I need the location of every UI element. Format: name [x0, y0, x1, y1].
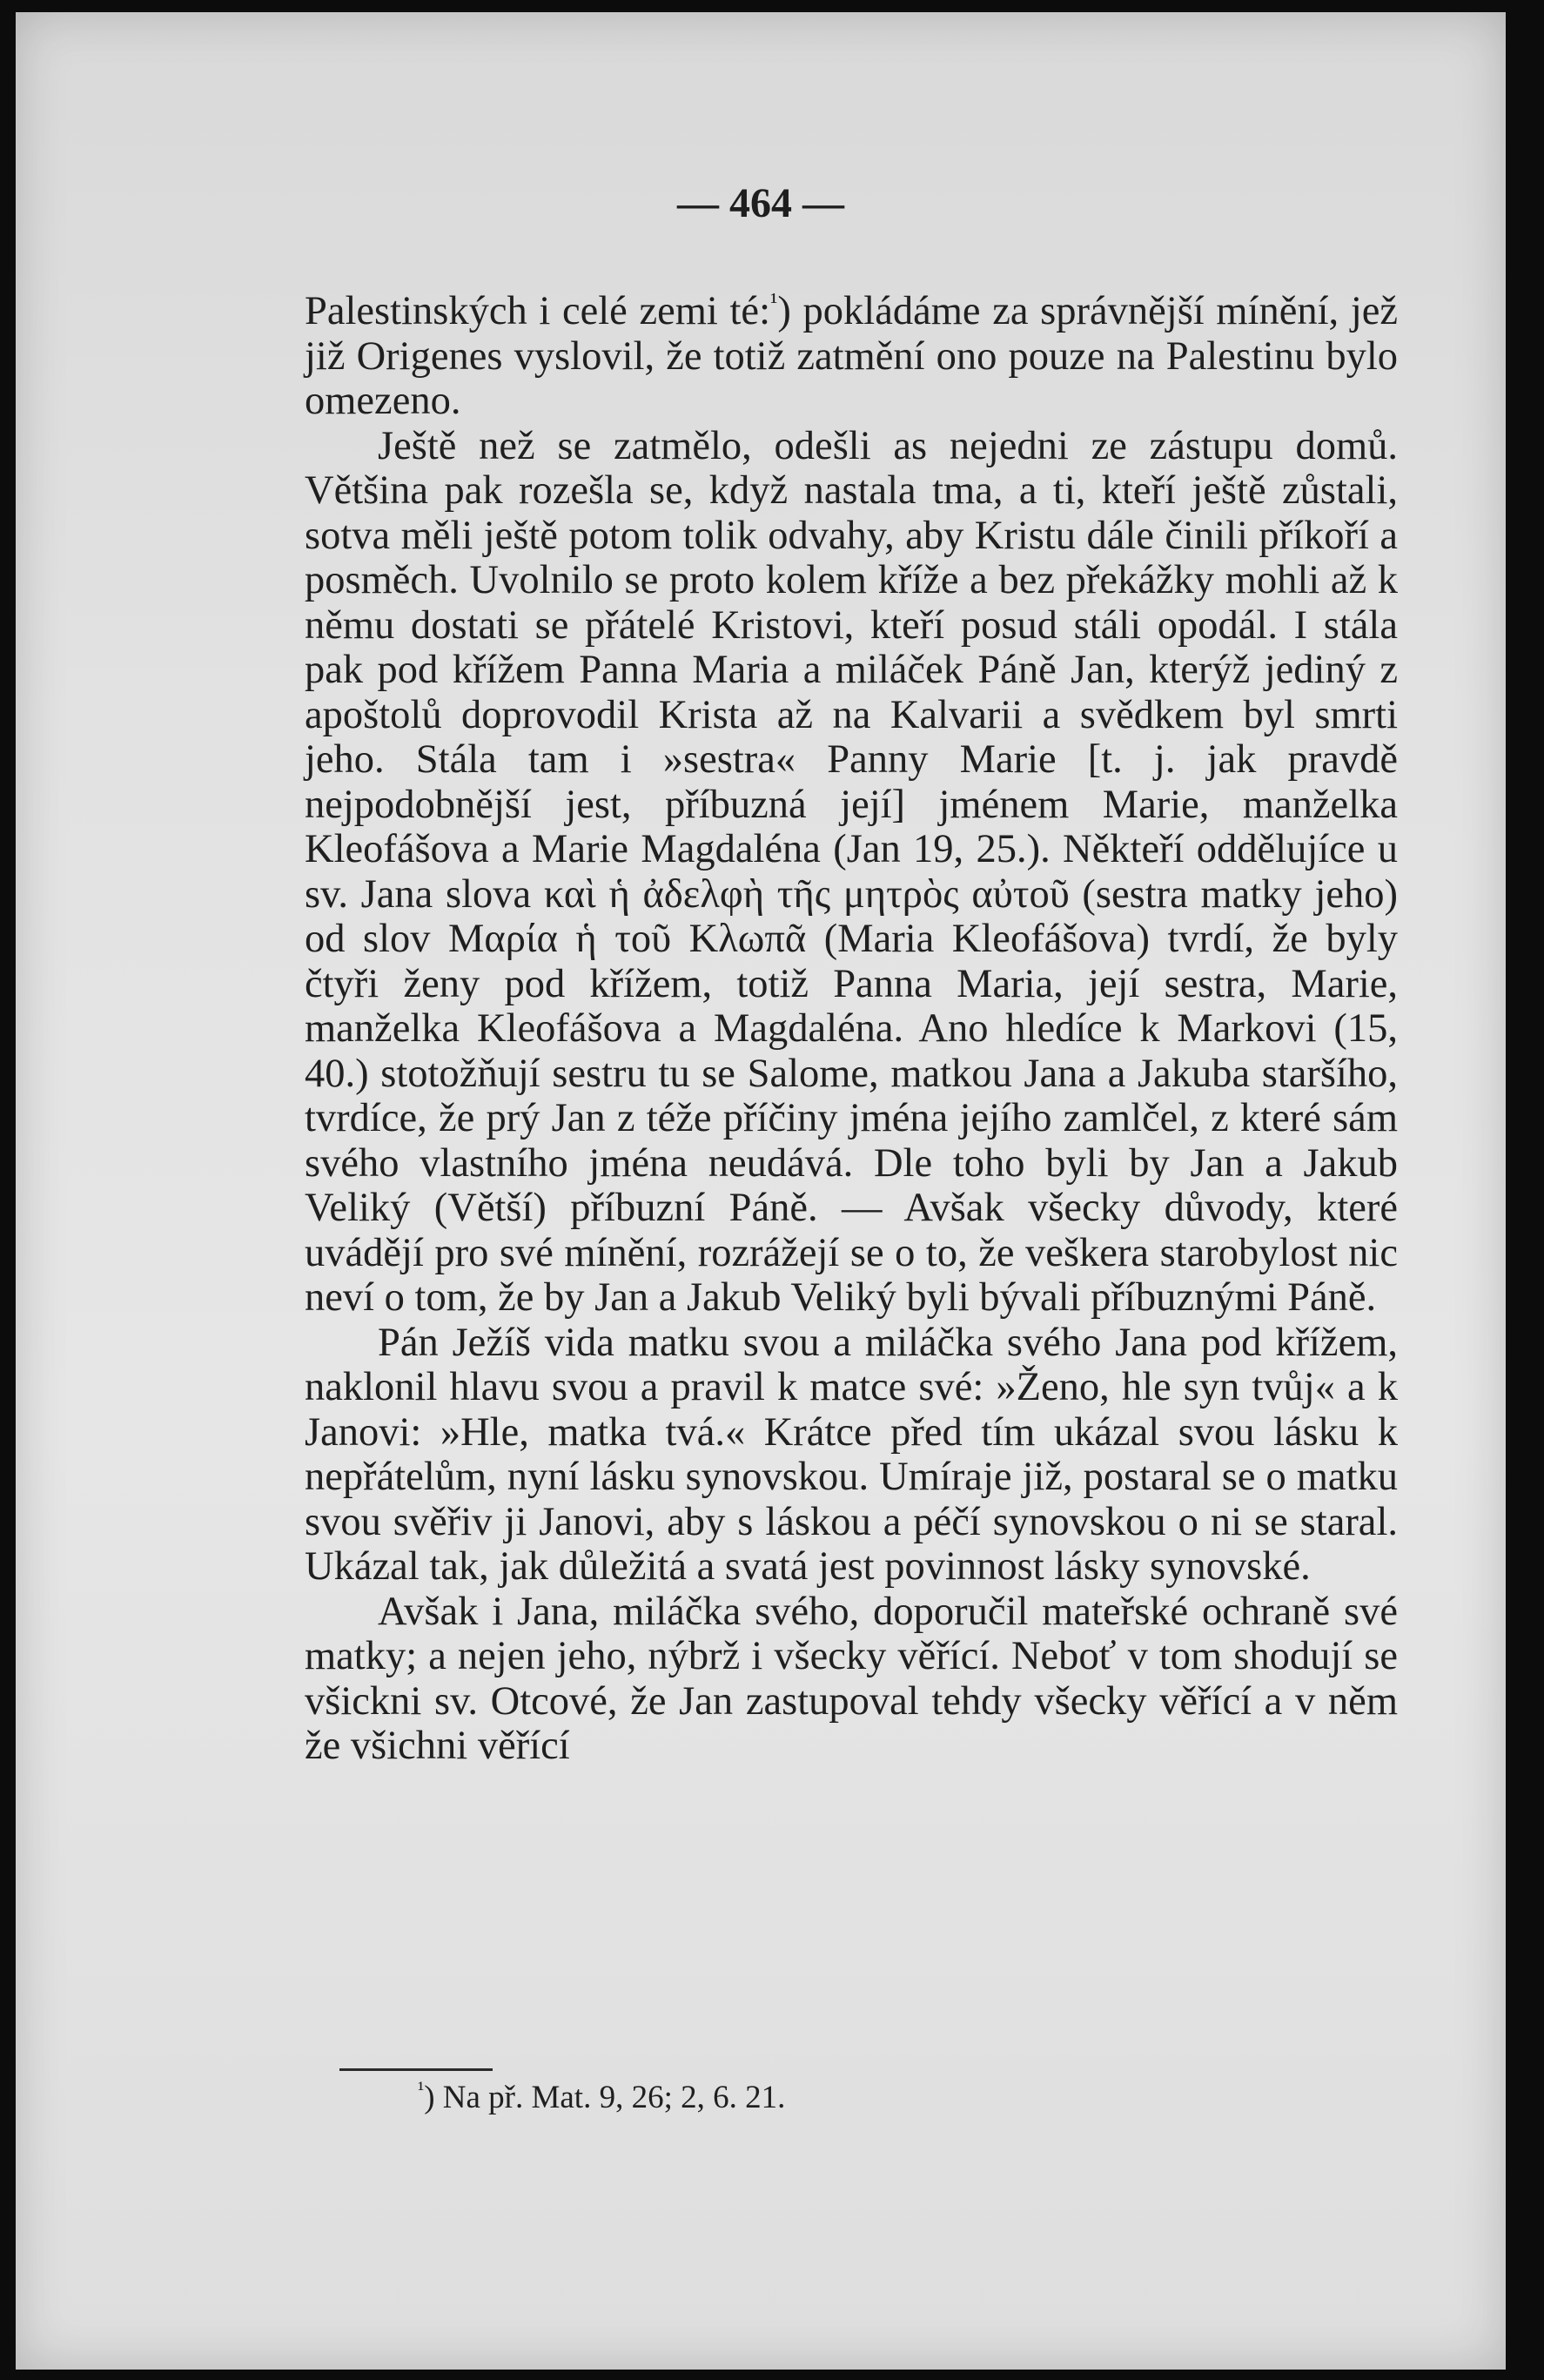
footnote-marker: ¹ — [418, 2078, 425, 2101]
body-text — [305, 289, 1398, 1769]
paragraph-2: Ještě než se zatmělo, odešli as nejedni ze zástupu domů. Většina pak rozešla se, když nastala tma, a ti, kteří ještě zůstali, sotva měli ještě potom tolik odvahy, aby Kristu dále činili příkoří a posměch. Uvolnilo se proto kolem kříže a bez překážky mohli až k němu dostati se přátelé Kristovi, kteří posud stáli opodál. I stála pak pod křížem Panna Maria a miláček Páně Jan, kterýž jediný z apoštolů doprovodil Krista až na Kalvarii a svědkem byl smrti jeho. Stála tam i »sestra« Panny Marie [t. j. jak pravdě nejpodobnější jest, příbuzná její] jménem Marie, manželka Kleofášova a Marie Magdaléna (Jan 19, 25.). Někteří oddělujíce u sv. Jana slova καὶ ἡ ἀδελφὴ τῆς μητρὸς αὐτοῦ (sestra matky jeho) od slov Μαρία ἡ τοῦ Κλωπᾶ (Maria Kleofášova) tvrdí, že byly čtyři ženy pod křížem, totiž Panna Maria, její sestra, Marie, manželka Kleofášova a Magdaléna. Ano hledíce k Markovi (15, 40.) stotožňují sestru tu se Salome, matkou Jana a Jakuba staršího, tvrdíce, že prý Jan z téže příčiny jména jejího zamlčel, z které sám svého vlastního jména neudává. Dle toho byli by Jan a Jakub Veliký (Větší) příbuzní Páně. — Avšak všecky důvody, které uvádějí pro své mínění, rozrážejí se o to, že veškera starobylost nic neví o tom, že by Jan a Jakub Veliký byli bývali příbuznými Páně. — [305, 423, 1398, 1320]
footnote-reference: ¹ — [770, 288, 778, 316]
paragraph-4: Avšak i Jana, miláčka svého, doporučil mateřské ochraně své matky; a nejen jeho, nýbrž i všecky věřící. Neboť v tom shodují se všickni sv. Otcové, že Jan zastupoval tehdy všecky věřící a v něm že všichni věřící — [305, 1589, 1398, 1768]
paragraph-1 — [305, 289, 1398, 424]
footnote — [418, 2079, 785, 2117]
paragraph-1-continuation: ) pokládáme za správnější mínění, jež již Origenes vyslovil, že totiž zatmění ono pouze na Palestinu bylo omezeno. — [305, 289, 1399, 423]
paragraph-1-text: Palestinských i celé zemi té: — [305, 289, 770, 333]
footnote-text: ) Na př. Mat. 9, 26; 2, 6. 21. — [424, 2080, 786, 2115]
page-number: — 464 — — [677, 180, 844, 226]
book-page — [16, 12, 1506, 2370]
footnote-divider — [339, 2068, 493, 2071]
paragraph-3: Pán Ježíš vida matku svou a miláčka svého Jana pod křížem, naklonil hlavu svou a pravil k matce své: »Ženo, hle syn tvůj« a k Janovi: »Hle, matka tvá.« Krátce před tím ukázal svou lásku k nepřátelům, nyní lásku synovskou. Umíraje již, postaral se o matku svou svěřiv ji Janovi, aby s láskou a péčí synovskou o ni se staral. Ukázal tak, jak důležitá a svatá jest povinnost lásky synovské. — [305, 1320, 1398, 1589]
